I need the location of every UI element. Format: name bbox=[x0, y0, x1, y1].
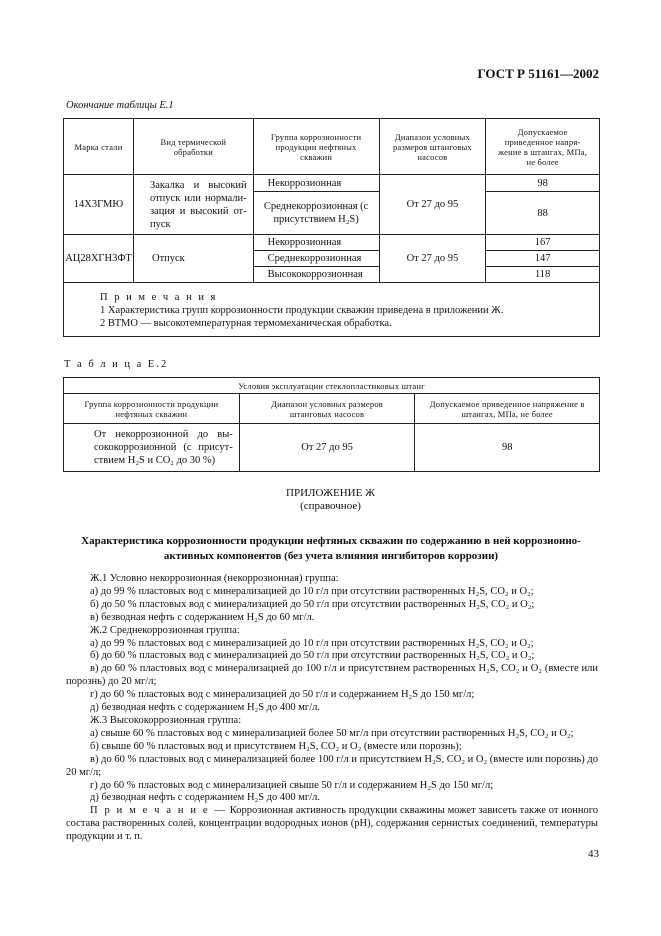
group-cell: Среднекоррозионная bbox=[253, 251, 379, 267]
range-cell: От 27 до 95 bbox=[379, 175, 486, 235]
list-item: б) до 50 % пластовых вод с минерализацией до 50 г/л при отсутствии растворенных H₂S, CO₂ и O₂; bbox=[90, 598, 535, 610]
e2-header-group: Группа коррозионности продукции нефтяных скважин bbox=[64, 394, 240, 424]
list-item: а) до 99 % пластовых вод с минерализацией до 10 г/л при отсутствии растворенных H₂S, CO₂ и O₂; bbox=[90, 585, 534, 597]
table-e1-notes bbox=[64, 283, 600, 337]
stress-cell: 167 bbox=[486, 235, 600, 251]
section-heading: Ж.2 Среднекоррозионная группа: bbox=[90, 624, 240, 636]
range-cell: От 27 до 95 bbox=[379, 235, 486, 283]
table-e2-super-header: Условия эксплуатации стеклопластиковых штанг bbox=[64, 378, 600, 394]
heat-treatment-2: Отпуск bbox=[133, 235, 253, 283]
table-e2-caption: Т а б л и ц а Е.2 bbox=[64, 359, 169, 370]
table-e1-caption: Окончание таблицы Е.1 bbox=[66, 100, 174, 111]
group-cell: Некоррозионная bbox=[253, 235, 379, 251]
list-item: д) безводная нефть с содержанием H₂S до 400 мг/л. bbox=[90, 792, 320, 804]
list-item: в) до 60 % пластовых вод с минерализацией более 100 г/л и присутствием H₂S, CO₂ и O₂ (вместе или порознь) до 20 мг/л; bbox=[66, 753, 598, 778]
header-range: Диапазон условных размеров штанговых насосов bbox=[379, 119, 486, 175]
appendix-body bbox=[66, 573, 598, 844]
e2-range-cell: От 27 до 95 bbox=[239, 424, 415, 472]
note-1: 1 Характеристика групп коррозионности продукции скважин приведена в приложении Ж. bbox=[100, 305, 504, 316]
notes-title: П р и м е ч а н и я bbox=[100, 292, 218, 303]
list-item: в) безводная нефть с содержанием H₂S до 60 мг/л. bbox=[90, 611, 315, 623]
stress-cell: 147 bbox=[486, 251, 600, 267]
group-cell: Некоррозионная bbox=[253, 175, 379, 192]
list-item: а) до 99 % пластовых вод с минерализацией до 10 г/л при отсутствии растворенных H₂S, CO₂ и O₂; bbox=[90, 637, 534, 649]
list-item: г) до 60 % пластовых вод с минерализацией свыше 50 г/л и содержанием H₂S до 150 мг/л; bbox=[90, 779, 494, 791]
e2-header-stress: Допускаемое приведенное напряжение в штангах, МПа, не более bbox=[415, 394, 600, 424]
header-stress: Допускаемое приведенное напря-жение в штангах, МПа, не более bbox=[486, 119, 600, 175]
note-label: П р и м е ч а н и е — bbox=[90, 805, 227, 817]
section-heading: Ж.1 Условно некоррозионная (некоррозионная) группа: bbox=[90, 573, 339, 584]
appendix-note bbox=[66, 805, 598, 844]
standard-header: ГОСТ Р 51161—2002 bbox=[477, 66, 599, 81]
list-item: г) до 60 % пластовых вод с минерализацией до 50 г/л и содержанием H₂S до 150 мг/л; bbox=[90, 689, 475, 701]
e2-stress-cell: 98 bbox=[415, 424, 600, 472]
header-steel: Марка стали bbox=[64, 119, 134, 175]
appendix-kind: (справочное) bbox=[300, 500, 361, 512]
stress-cell: 118 bbox=[486, 267, 600, 283]
list-item: в) до 60 % пластовых вод с минерализацией до 100 г/л и присутствием растворенных H₂S, CO₂ и O₂ (вместе или порознь) до 20 мг/л; bbox=[66, 663, 598, 688]
list-item: д) безводная нефть с содержанием H₂S до 400 мг/л. bbox=[90, 702, 320, 714]
e2-header-range: Диапазон условных размеров штанговых насосов bbox=[239, 394, 415, 424]
stress-cell: 88 bbox=[486, 192, 600, 235]
table-e2 bbox=[63, 377, 600, 472]
header-heat: Вид термической обработки bbox=[133, 119, 253, 175]
heat-treatment-1: Закалка и высокий отпуск или нормали-зация и высокий от-пуск bbox=[133, 175, 253, 235]
steel-ats28: АЦ28ХГН3ФТ bbox=[64, 235, 134, 283]
list-item: а) свыше 60 % пластовых вод с минерализацией более 50 мг/л при отсутствии растворенных H₂S, CO₂ и O₂; bbox=[90, 727, 574, 739]
appendix-label: ПРИЛОЖЕНИЕ Ж bbox=[286, 487, 375, 499]
section-heading: Ж.3 Высококоррозионная группа: bbox=[90, 714, 242, 726]
list-item: б) свыше 60 % пластовых вод и присутствием H₂S, CO₂ и O₂ (вместе или порознь); bbox=[90, 740, 462, 752]
steel-14x3gmyu: 14Х3ГМЮ bbox=[64, 175, 134, 235]
header-group: Группа коррозионности продукции нефтяных скважин bbox=[253, 119, 379, 175]
table-e1 bbox=[63, 118, 600, 337]
group-cell: Высококоррозионная bbox=[253, 267, 379, 283]
note-2: 2 ВТМО — высокотемпературная термомеханическая обработка. bbox=[100, 318, 392, 329]
note-text: Коррозионная активность продукции скважины может зависеть также от ионного состава растворенных солей, концентрации водородных ионов (pH), содержания сернистых соединений, температуры продукции и т. п. bbox=[66, 805, 598, 843]
e2-group-cell: От некоррозионной до вы-сококоррозионной (с присут-ствием H₂S и CO₂ до 30 %) bbox=[64, 424, 240, 472]
list-item: б) до 60 % пластовых вод с минерализацией до 50 г/л при отсутствии растворенных H₂S, CO₂ и O₂; bbox=[90, 650, 535, 662]
group-cell: Среднекоррозионная (с присутствием H₂S) bbox=[253, 192, 379, 235]
page-number: 43 bbox=[588, 848, 599, 860]
appendix-title: Характеристика коррозионности продукции нефтяных скважин по содержанию в ней коррозионно-активных компонентов (без учета влияния ингибиторов коррозии) bbox=[81, 535, 581, 562]
stress-cell: 98 bbox=[486, 175, 600, 192]
